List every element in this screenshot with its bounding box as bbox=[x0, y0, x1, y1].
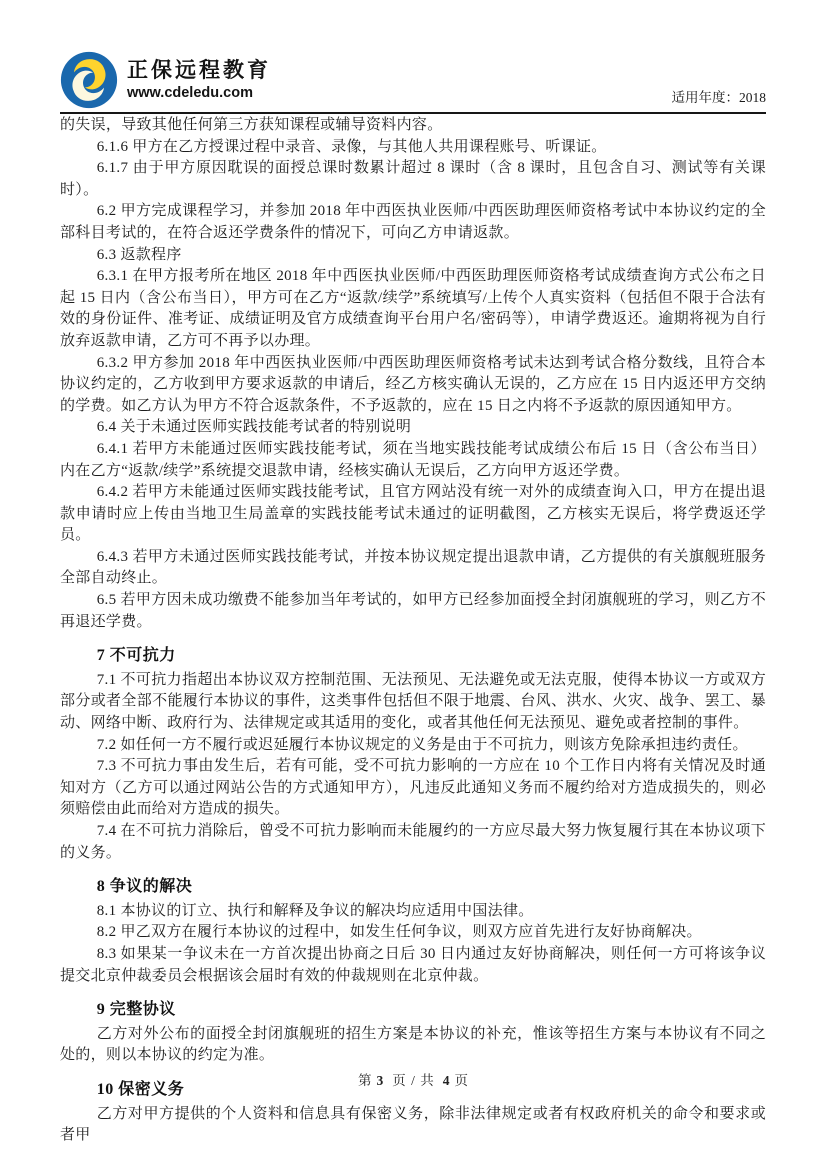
section-heading: 10 保密义务 bbox=[96, 1080, 185, 1098]
section-heading: 8 争议的解决 bbox=[96, 878, 193, 896]
paragraph: 6.2 甲方完成课程学习，并参加 2018 年中西医执业医师/中西医助理医师资格考试中本协议约定的全部科目考试的，在符合返还学费条件的情况下，可向乙方申请返款。 bbox=[60, 203, 766, 241]
paragraph: 6.4.1 若甲方未能通过医师实践技能考试，须在当地实践技能考试成绩公布后 15 日（含公布当日）内在乙方“返款/续学”系统提交退款申请，经核实确认无误后，乙方向甲方返还学费。 bbox=[60, 440, 766, 479]
brand-block bbox=[60, 51, 271, 109]
paragraph: 乙方对外公布的面授全封闭旗舰班的招生方案是本协议的补充，惟该等招生方案与本协议有不同之处的，则以本协议的约定为准。 bbox=[60, 1025, 766, 1064]
brand-name: 正保远程教育 bbox=[127, 59, 271, 82]
paragraph: 7.4 在不可抗力消除后，曾受不可抗力影响而未能履约的一方应尽最大努力恢复履行其在本协议项下的义务。 bbox=[60, 823, 766, 861]
paragraph: 7.1 不可抗力指超出本协议双方控制范围、无法预见、无法避免或无法克服，使得本协议一方或双方部分或者全部不能履行本协议的事件，这类事件包括但不限于地震、台风、洪水、火灾、战争、罢工、暴动、网络中断、政府行为、法律规定或其适用的变化，或者其他任何无法预见、避免或者控制的事件。 bbox=[60, 671, 766, 732]
cdel-logo-icon bbox=[60, 51, 118, 109]
page-number-total: 4 bbox=[442, 1073, 451, 1088]
brand-url: www.cdeledu.com bbox=[127, 85, 253, 101]
page-number-suffix: 页 bbox=[454, 1073, 469, 1088]
section-heading: 9 完整协议 bbox=[96, 1001, 176, 1019]
section-heading: 7 不可抗力 bbox=[96, 647, 176, 665]
paragraph: 6.3.1 在甲方报考所在地区 2018 年中西医执业医师/中西医助理医师资格考试成绩查询方式公布之日起 15 日内（含公布当日），甲方可在乙方“返款/续学”系统填写/上传个人真实资料（包括但不限于合法有效的身份证件、准考证、成绩证明及官方成绩查询平台用户名/密码等），申请学费返还。逾期将视为自行放弃返款申请，乙方可不再予以办理。 bbox=[60, 268, 766, 349]
paragraph: 的失误，导致其他任何第三方获知课程或辅导资料内容。 bbox=[60, 117, 443, 133]
page-number-prefix: 第 bbox=[357, 1073, 373, 1088]
paragraph: 6.1.6 甲方在乙方授课过程中录音、录像，与其他人共用课程账号、听课证。 bbox=[96, 138, 607, 155]
paragraph: 6.1.7 由于甲方原因耽误的面授总课时数累计超过 8 课时（含 8 课时，且包含自习、测试等有关课时）。 bbox=[60, 160, 766, 198]
page-header bbox=[60, 0, 766, 114]
applicable-year-label: 适用年度：2018 bbox=[671, 90, 766, 105]
document-body bbox=[60, 115, 766, 1147]
paragraph: 6.5 若甲方因未成功缴费不能参加当年考试的，如甲方已经参加面授全封闭旗舰班的学习，则乙方不再退还学费。 bbox=[60, 592, 766, 630]
paragraph: 6.4 关于未通过医师实践技能考试者的特别说明 bbox=[96, 419, 412, 436]
paragraph: 7.2 如任何一方不履行或迟延履行本协议规定的义务是由于不可抗力，则该方免除承担违约责任。 bbox=[96, 736, 748, 753]
paragraph: 6.4.2 若甲方未能通过医师实践技能考试，且官方网站没有统一对外的成绩查询入口，甲方在提出退款申请时应上传由当地卫生局盖章的实践技能考试未通过的证明截图，乙方核实无误后，将学费返还学员。 bbox=[60, 484, 766, 544]
paragraph: 乙方对甲方提供的个人资料和信息具有保密义务，除非法律规定或者有权政府机关的命令和要求或者甲 bbox=[60, 1105, 766, 1144]
paragraph: 6.3 返款程序 bbox=[96, 246, 182, 263]
paragraph: 8.2 甲乙双方在履行本协议的过程中，如发生任何争议，则双方应首先进行友好协商解决。 bbox=[96, 924, 702, 941]
page-number-current: 3 bbox=[376, 1073, 385, 1088]
paragraph: 6.4.3 若甲方未通过医师实践技能考试，并按本协议规定提出退款申请，乙方提供的有关旗舰班服务全部自动终止。 bbox=[60, 548, 766, 587]
brand-text bbox=[127, 58, 271, 102]
paragraph: 8.3 如果某一争议未在一方首次提出协商之日后 30 日内通过友好协商解决，则任何一方可将该争议提交北京仲裁委员会根据该会届时有效的仲裁规则在北京仲裁。 bbox=[60, 945, 766, 984]
paragraph: 8.1 本协议的订立、执行和解释及争议的解决均应适用中国法律。 bbox=[96, 902, 534, 919]
page-footer bbox=[0, 1069, 827, 1089]
page-number-middle: 页 / 共 bbox=[392, 1073, 435, 1088]
paragraph: 6.3.2 甲方参加 2018 年中西医执业医师/中西医助理医师资格考试未达到考试合格分数线，且符合本协议约定的，乙方收到甲方要求返款的申请后，经乙方核实确认无误的，乙方应在 15 日内返还甲方交纳的学费。如乙方认为甲方不符合返款条件，不予返款的，应在 15 日之内将不予返款的原因通知甲方。 bbox=[60, 354, 766, 414]
paragraph: 7.3 不可抗力事由发生后，若有可能，受不可抗力影响的一方应在 10 个工作日内将有关情况及时通知对方（乙方可以通过网站公告的方式通知甲方），凡违反此通知义务而不履约给对方造成损失的，则必须赔偿由此而给对方造成的损失。 bbox=[60, 758, 766, 818]
